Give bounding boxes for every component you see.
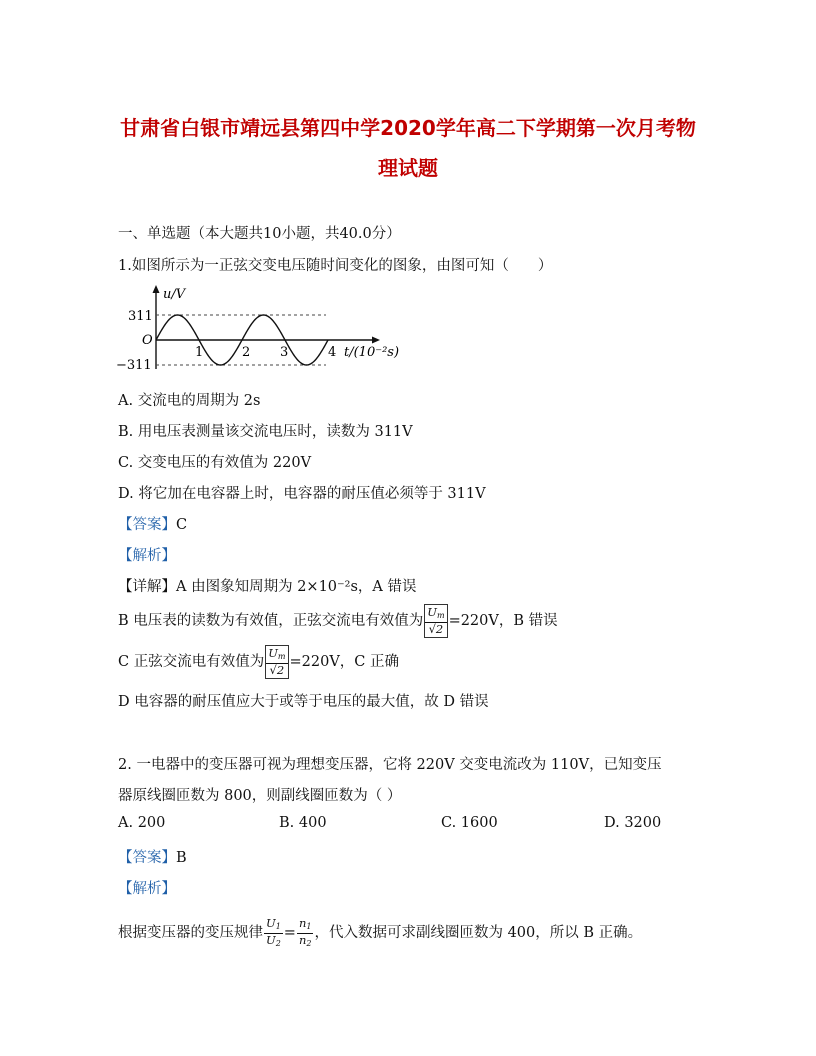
answer-value: C [176,517,188,533]
q1-line-b [118,598,558,644]
answer-value: B [176,850,187,866]
analysis-tag: 【解析】 [118,881,176,897]
y-min-label: −311 [116,358,152,373]
um-over-root2-fraction: $\frac{U_m}{√2}$ [265,645,288,679]
q2-option-c: C. 1600 [441,815,498,831]
answer-tag: 【答案】 [118,517,176,533]
question-2-stem-line1: 2. 一电器中的变压器可视为理想变压器，它将 220V 交变电流改为 110V，已知变压 [118,757,662,773]
document-title-line2: 理试题 [378,156,438,180]
conclusion-pre: 根据变压器的变压规律 [118,925,263,941]
y-axis-arrow [153,285,160,293]
q1-option-d: D. 将它加在电容器上时，电容器的耐压值必须等于 311V [118,486,486,502]
line-b-pre: B 电压表的读数为有效值，正弦交流电有效值为 [118,613,424,629]
x-axis-label: t/(10⁻²s) [344,345,400,360]
sine-voltage-graph [112,283,422,373]
section-heading: 一、单选题（本大题共10小题，共40.0分） [118,226,401,242]
q2-option-a: A. 200 [118,815,166,831]
equals-sign: = [283,925,296,941]
y-max-label: 311 [128,309,153,324]
q1-line-c [118,639,399,685]
line-c-pre: C 正弦交流电有效值为 [118,654,265,670]
question-1-stem: 1.如图所示为一正弦交变电压随时间变化的图象，由图可知（ ） [118,258,553,274]
q1-detail [118,575,417,596]
line-b-post: =220V，B 错误 [448,613,558,629]
q1-answer [118,513,187,534]
u1-over-u2-fraction: $\frac{U_1}{U_2}$ [266,915,281,948]
answer-tag: 【答案】 [118,850,176,866]
q2-option-d: D. 3200 [604,815,662,831]
question-2-stem-line2: 器原线圈匝数为 800，则副线圈匝数为（ ） [118,788,402,804]
q2-answer [118,846,187,867]
um-over-root2-fraction: $\frac{U_m}{√2}$ [424,604,447,638]
detail-tag: 【详解】 [118,579,176,595]
conclusion-post: ，代入数据可求副线圈匝数为 400，所以 B 正确。 [314,925,643,941]
x-tick-1: 1 [195,345,204,360]
y-axis-label: u/V [163,287,186,302]
x-tick-4: 4 [328,345,337,360]
n1-over-n2-fraction: $\frac{n_1}{n_2}$ [298,915,312,948]
x-axis-arrow [372,337,380,344]
q1-option-b: B. 用电压表测量该交流电压时，读数为 311V [118,424,413,440]
x-tick-3: 3 [280,345,289,360]
document-title-line1: 甘肃省白银市靖远县第四中学2020学年高二下学期第一次月考物 [120,116,696,140]
x-tick-2: 2 [242,345,251,360]
detail-text: A 由图象知周期为 2×10⁻²s，A 错误 [176,579,417,595]
q2-conclusion [118,908,642,958]
q1-analysis-tag [118,544,176,565]
line-c-post: =220V，C 正确 [289,654,400,670]
q1-option-c: C. 交变电压的有效值为 220V [118,455,312,471]
q1-option-a: A. 交流电的周期为 2s [118,393,261,409]
origin-label: O [142,333,153,348]
q1-line-d: D 电容器的耐压值应大于或等于电压的最大值，故 D 错误 [118,694,489,710]
q2-option-b: B. 400 [279,815,327,831]
analysis-tag: 【解析】 [118,548,176,564]
q2-analysis-tag [118,877,176,898]
